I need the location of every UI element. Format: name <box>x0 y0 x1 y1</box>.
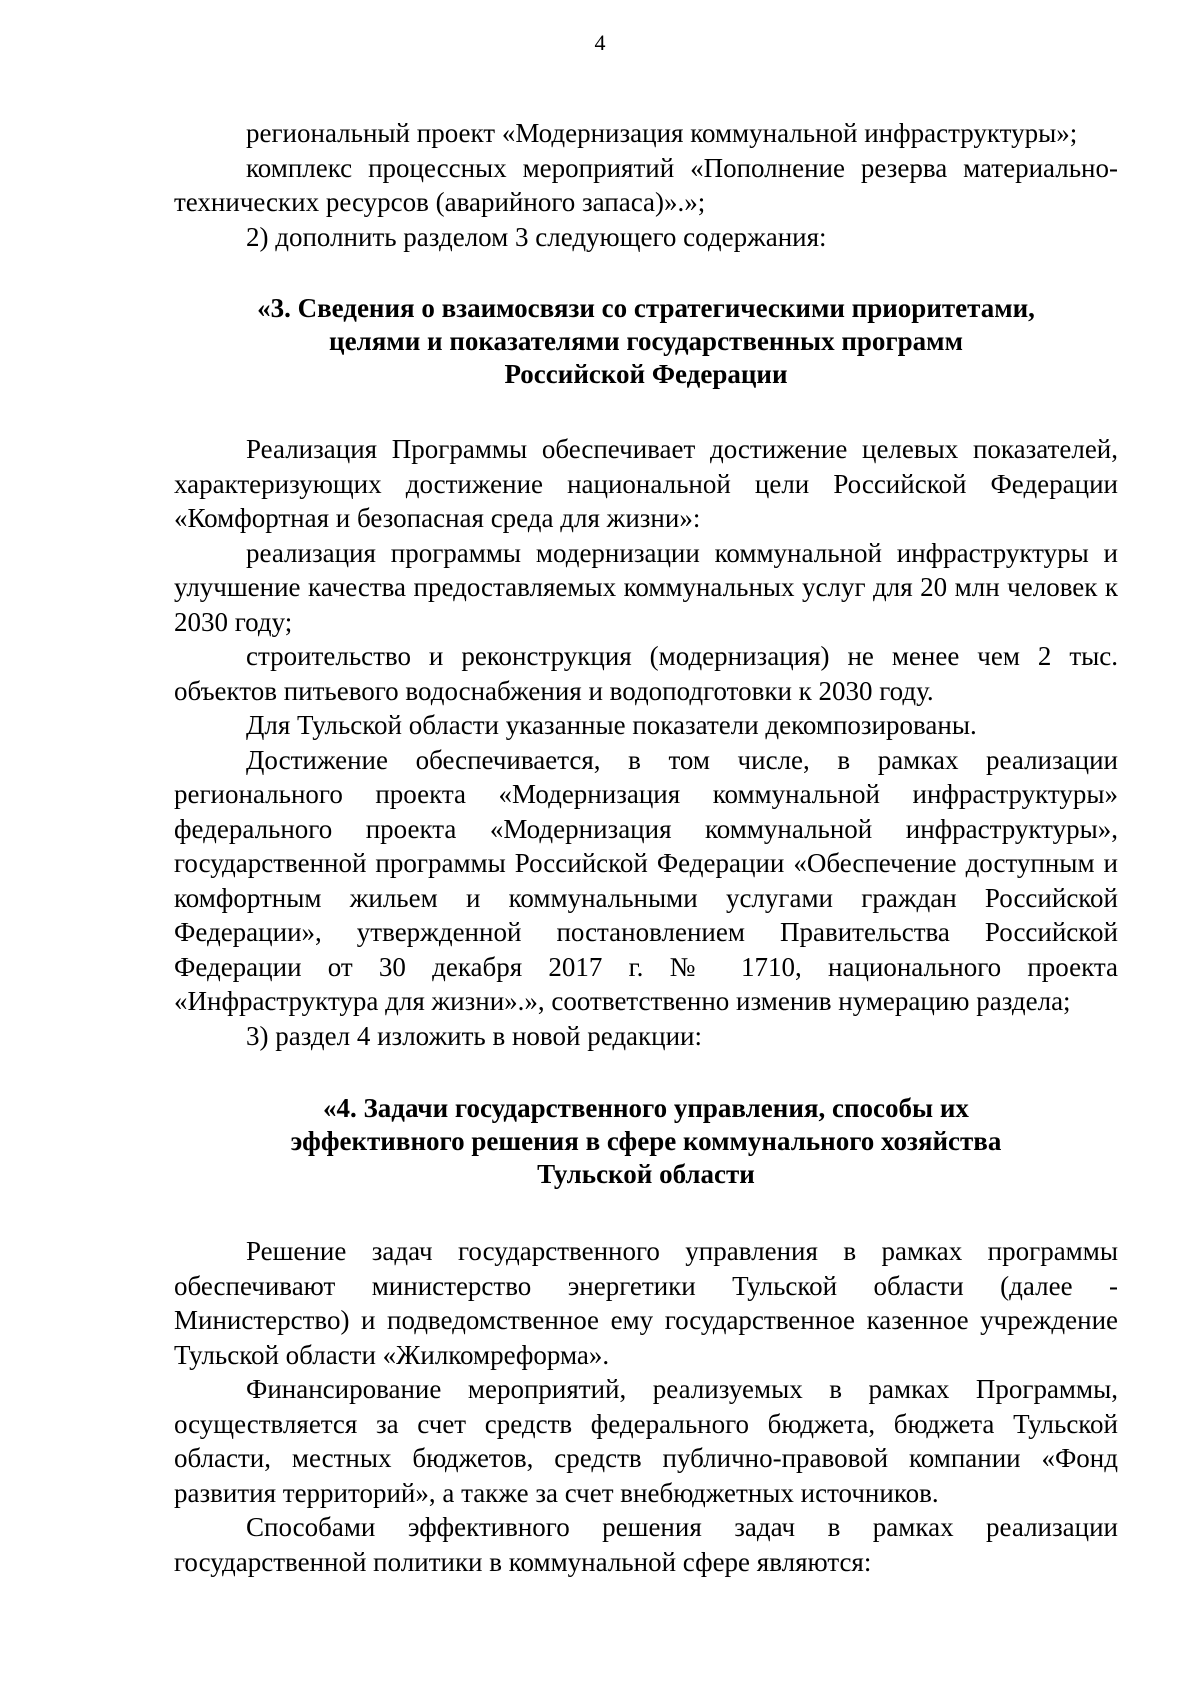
paragraph-add-section-3: 2) дополнить разделом 3 следующего содержания: <box>246 221 827 252</box>
paragraph-regional-project: региональный проект «Модернизация коммунальной инфраструктуры»; <box>246 118 1078 148</box>
heading-section-3-line-2: целями и показателями государственных программ <box>329 326 963 356</box>
paragraph-section-4-new-edition: 3) раздел 4 изложить в новой редакции: <box>246 1020 703 1051</box>
heading-section-4 <box>174 1092 1118 1191</box>
heading-section-3-line-3: Российской Федерации <box>504 359 788 389</box>
page-number: 4 <box>594 30 606 55</box>
paragraph-construction: строительство и реконструкция (модернизация) не менее чем 2 тыс. объектов питьевого водоснабжения и водоподготовки к 2030 году. <box>174 641 1118 706</box>
heading-section-4-line-2: эффективного решения в сфере коммунального хозяйства <box>290 1126 1002 1156</box>
heading-section-4-line-1: «4. Задачи государственного управления, способы их <box>323 1093 969 1123</box>
paragraph-process-measures: комплекс процессных мероприятий «Пополнение резерва материально-технических ресурсов (аварийного запаса)».»; <box>174 152 1118 217</box>
paragraph-methods: Способами эффективного решения задач в рамках реализации государственной политики в коммунальной сфере являются: <box>174 1512 1118 1577</box>
document-body <box>174 116 1118 1579</box>
paragraph-program-implementation: Реализация Программы обеспечивает достижение целевых показателей, характеризующих достижение национальной цели Российской Федерации «Комфортная и безопасная среда для жизни»: <box>174 434 1118 533</box>
paragraph-tasks-solution: Решение задач государственного управления в рамках программы обеспечивают министерство энергетики Тульской области (далее - Министерство) и подведомственное ему государственное казенное учреждение Тульской области «Жилкомреформа». <box>174 1236 1118 1370</box>
heading-section-4-line-3: Тульской области <box>537 1159 755 1189</box>
heading-section-3-line-1: «3. Сведения о взаимосвязи со стратегическими приоритетами, <box>257 293 1035 323</box>
paragraph-modernization-program: реализация программы модернизации коммунальной инфраструктуры и улучшение качества предоставляемых коммунальных услуг для 20 млн человек к 2030 году; <box>174 537 1118 637</box>
paragraph-decomposition: Для Тульской области указанные показатели декомпозированы. <box>246 710 977 740</box>
paragraph-achievement: Достижение обеспечивается, в том числе, в рамках реализации регионального проекта «Модернизация коммунальной инфраструктуры» федерального проекта «Модернизация коммунальной инфраструктуры», государственной программы Российской Федерации «Обеспечение доступным и комфортным жильем и коммунальными услугами граждан Российской Федерации», утвержденной постановлением Правительства Российской Федерации от 30 декабря 2017 г. № 1710, национального проекта «Инфраструктура для жизни».», соответственно изменив нумерацию раздела; <box>174 744 1118 1016</box>
heading-section-3 <box>174 292 1118 391</box>
paragraph-financing: Финансирование мероприятий, реализуемых в рамках Программы, осуществляется за счет средств федерального бюджета, бюджета Тульской области, местных бюджетов, средств публично-правовой компании «Фонд развития территорий», а также за счет внебюджетных источников. <box>174 1374 1118 1508</box>
